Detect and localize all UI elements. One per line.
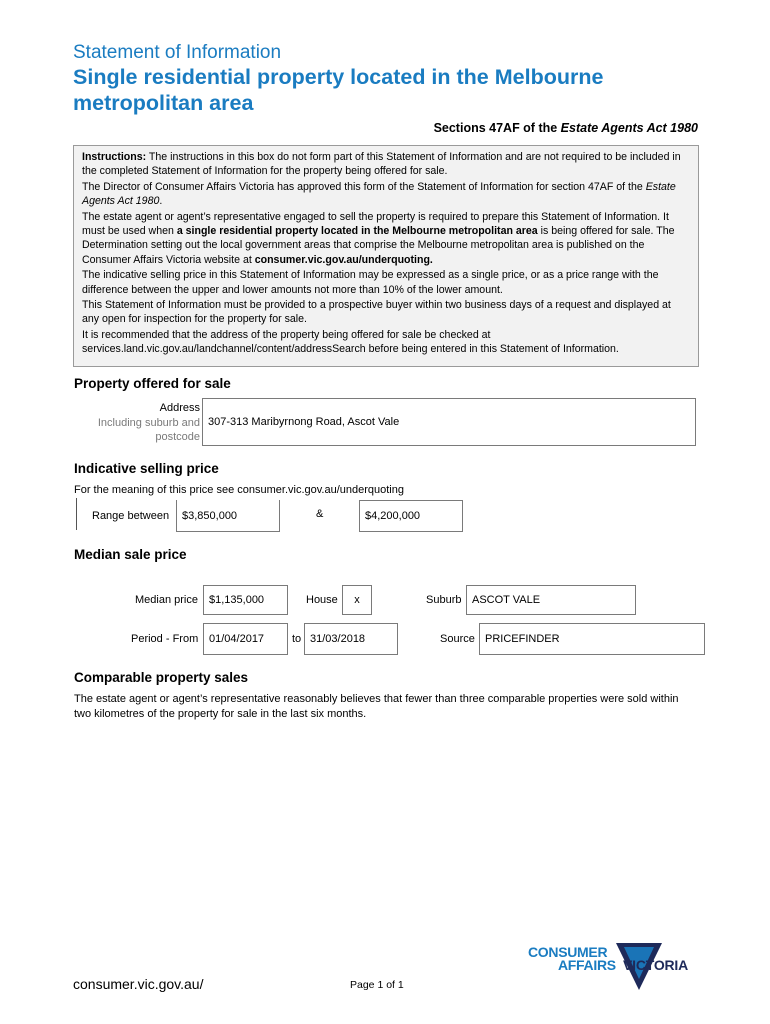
address-sublabel-1: Including suburb and <box>97 416 200 429</box>
comparable-text: The estate agent or agent’s representative reasonably believes that fewer than three comparable properties were sold within two kilometres of the property for sale in the last six months. <box>74 693 679 720</box>
source-field[interactable] <box>479 623 705 655</box>
period-to-label: to <box>292 633 302 645</box>
statement-title: Statement of Information <box>73 42 282 63</box>
property-type-field[interactable] <box>342 585 372 615</box>
period-to-field[interactable] <box>304 623 398 655</box>
instructions-p3a: The estate agent or agent’s representative engaged to sell the property is required to prepare this Statement of Information. It must be used when <box>82 210 669 238</box>
period-from-field[interactable] <box>203 623 288 655</box>
range-divider <box>76 498 77 530</box>
page-title-line2: metropolitan area <box>73 91 254 115</box>
address-label: Address <box>159 402 200 414</box>
period-to-value: 31/03/2018 <box>310 633 366 645</box>
indicative-price-note: For the meaning of this price see consumer.vic.gov.au/underquoting <box>74 484 404 496</box>
address-field[interactable] <box>202 398 696 446</box>
instructions-p1 <box>82 150 690 179</box>
instructions-p2 <box>82 180 690 209</box>
address-value: 307-313 Maribyrnong Road, Ascot Vale <box>208 416 400 428</box>
property-type-label: House <box>306 594 338 606</box>
page-title <box>73 64 713 116</box>
range-low-value: $3,850,000 <box>182 509 238 522</box>
instructions-p2-text: The Director of Consumer Affairs Victoria has approved this form of the Statement of Information for section 47AF of the <box>82 180 646 193</box>
instructions-p5: This Statement of Information must be provided to a prospective buyer within two business days of a request and displayed at any open for inspection for the property for sale. <box>82 299 671 326</box>
instructions-p2-end: . <box>159 195 163 208</box>
instructions-p2-act: Estate Agents Act 1980 <box>82 180 676 208</box>
logo-text-affairs: AFFAIRS <box>558 957 616 973</box>
instructions-p1-text: The instructions in this box do not form part of this Statement of Information and are not required to be included in the completed Statement of Information for the property being offered for sale. <box>82 151 681 178</box>
median-price-label: Median price <box>135 594 198 606</box>
instructions-label: Instructions: <box>82 151 147 163</box>
suburb-field[interactable] <box>466 585 636 615</box>
sections-prefix: Sections 47AF of the <box>433 121 561 135</box>
range-ampersand: & <box>316 508 324 520</box>
median-price-value: $1,135,000 <box>209 594 265 606</box>
footer-page-number: Page 1 of 1 <box>350 979 404 991</box>
suburb-value: ASCOT VALE <box>472 594 541 606</box>
range-low-field[interactable] <box>176 500 280 532</box>
range-label: Range between <box>92 510 170 522</box>
period-from-value: 01/04/2017 <box>209 633 265 645</box>
comparable-heading: Comparable property sales <box>74 670 249 685</box>
source-value: PRICEFINDER <box>485 633 560 645</box>
instructions-p3d: consumer.vic.gov.au/underquoting. <box>254 253 433 266</box>
instructions-p3 <box>82 210 690 268</box>
range-high-field[interactable] <box>359 500 463 532</box>
property-type-value: x <box>354 594 360 606</box>
range-high-value: $4,200,000 <box>365 510 421 522</box>
instructions-p4: The indicative selling price in this Statement of Information may be expressed as a single price, or as a price range with the difference between the upper and lower amounts not more than 10% of the lower amount. <box>82 269 659 296</box>
page-title-line1: Single residential property located in the Melbourne <box>73 65 604 89</box>
sections-act: Estate Agents Act 1980 <box>560 121 698 135</box>
sections-reference <box>434 121 698 135</box>
address-label-group <box>98 401 200 445</box>
instructions-p6: It is recommended that the address of the property being offered for sale be checked at services.land.vic.gov.au/landchannel/content/addressSearch before being entered in this Statement of Information. <box>82 328 619 356</box>
footer-website: consumer.vic.gov.au/ <box>73 976 204 992</box>
median-price-field[interactable] <box>203 585 288 615</box>
logo-text-victoria: VICTORIA <box>623 957 689 973</box>
instructions-p3b: a single residential property located in the Melbourne metropolitan area <box>176 225 538 238</box>
logo-text-consumer: CONSUMER <box>528 944 608 960</box>
consumer-affairs-victoria-logo <box>528 943 708 995</box>
source-label: Source <box>440 633 475 645</box>
address-sublabel-2: postcode <box>155 431 200 443</box>
indicative-price-heading: Indicative selling price <box>74 461 219 476</box>
instructions-p3c: is being offered for sale. The Determination setting out the local government areas that comprise the Melbourne metropolitan area is published on the Consumer Affairs Victoria website at <box>82 225 675 266</box>
median-heading: Median sale price <box>74 547 187 562</box>
suburb-label: Suburb <box>426 594 462 606</box>
period-from-label: Period - From <box>131 633 199 645</box>
instructions-box <box>73 145 699 367</box>
property-heading: Property offered for sale <box>74 376 231 391</box>
